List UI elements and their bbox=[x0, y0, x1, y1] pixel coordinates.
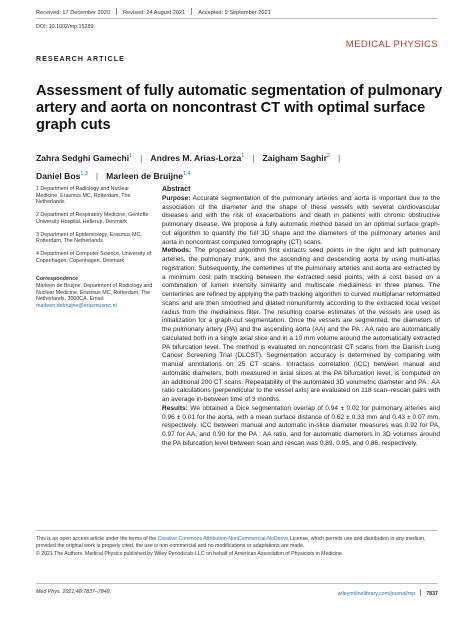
affiliation: 3 Department of Epidemiology, Erasmus MC, Rotterdam, The Netherlands bbox=[36, 231, 142, 245]
license-notice: This is an open access article under the terms of the Creative Commons Attribution-NonCommercial-NoDerivs License, which permits use and distribution in any medium, provided the original work is properly cited, the use is non-commercial and no modifications or adaptations are made. © 2021 The Authors. Medical Physics published by Wiley Periodicals LLC on behalf of American Association of Physicists in Medicine bbox=[36, 536, 440, 558]
revised-date: Revised: 24 August 2021 bbox=[123, 10, 186, 16]
journal-reference: Med Phys. 2021;48:7837–7849. bbox=[36, 589, 112, 595]
page-footer-right bbox=[338, 589, 438, 597]
affiliations-column bbox=[36, 186, 153, 316]
article-title: Assessment of fully automatic segmentation of pulmonary artery and aorta on noncontrast CT with optimal surface graph cuts bbox=[36, 83, 443, 133]
author-name[interactable]: Marleen de Bruijne$^{1,4}$ bbox=[106, 170, 191, 181]
affiliation: 1 Department of Radiology and Nuclear Medicine, Erasmus MC, Rotterdam, The Netherlands bbox=[36, 186, 131, 206]
journal-name: MEDICAL PHYSICS bbox=[345, 39, 438, 50]
affiliation: 2 Department of Respiratory Medicine, Gentofte University Hospital, Hellerup, Denmark bbox=[36, 212, 149, 225]
section-label: RESEARCH ARTICLE bbox=[36, 56, 125, 63]
article-dates bbox=[36, 8, 271, 16]
author-name[interactable]: Daniel Bos$^{1,3}$ bbox=[36, 170, 88, 181]
separator bbox=[420, 589, 421, 596]
separator bbox=[191, 8, 192, 15]
abstract-heading: Abstract bbox=[162, 186, 191, 193]
footer-divider bbox=[36, 530, 438, 531]
author-name[interactable]: Zahra Sedghi Gamechi$^1$ bbox=[36, 152, 133, 163]
page-number: 7837 bbox=[426, 591, 438, 597]
received-date: Received: 17 December 2020 bbox=[36, 10, 111, 16]
correspondence: Marleen de Bruijne, Department of Radiology and Nuclear Medicine, Erasmus MC, Rotterdam, The Netherlands, 3000CA. Email: marleen.debruijne@erasmusmc.nl bbox=[36, 283, 153, 310]
license-link[interactable]: Creative Commons Attribution-NonCommercial-NoDerivs bbox=[157, 536, 289, 542]
journal-site-link[interactable]: wileyonlinelibrary.com/journal/mp bbox=[337, 591, 416, 597]
author-name[interactable]: Zaigham Saghir$^2$ bbox=[262, 152, 330, 163]
abstract-methods: Methods: The proposed algorithm first extracts seed points in the right and left pulmonary arteries, the pulmonary trunk, and the ascending and descending aorta by using multi-atlas registration. Subsequently, the centerlines of the pulmonary arteries and aorta are extracted by a minimum cost path tracking between the extracted seed points, with a cost based on a combination of lumen intensity similarity and multiscale medialness in three planes. The centerlines are refined by applying the path tracking algorithm to curved multiplanar reformatted scans and are then smoothed and dilated nonuniformly according to the extracted local vessel radius from the medialness filter. The resulting coarse estimates of the vessels are used as initialization for a graph-cut segmentation. Once the vessels are segmented, the diameters of the pulmonary artery (PA) and the ascending aorta (AA) and the PA : AA ratio are automatically calculated both in a single axial slice and in a 10 mm volume around the automatically extracted PA bifurcation level. The method is evaluated on noncontrast CT scans from the Danish Lung Cancer Screening Trial (DLCST). Segmentation accuracy is determined by comparing with manual annotations on 25 CT scans. Intraclass correlation (ICC) between manual and automatic diameters, both measured in axial slices at the PA bifurcation level, is computed on an additional 200 CT scans. Repeatability of the automated 3D volumetric diameter and PA : AA ratio calculations (perpendicular to the vessel axis) are evaluated on 118 scan–rescan pairs with an average in-between time of 3 months. bbox=[162, 247, 441, 403]
separator bbox=[116, 8, 117, 15]
abstract-results: Results: We obtained a Dice segmentation overlap of 0.94 ± 0.02 for pulmonary arteries and 0.96 ± 0.01 for the aorta, with a mean surface distance of 0.62 ± 0.33 mm and 0.43 ± 0.07 mm, respectively. ICC between manual and automatic in-slice diameter measures was 0.92 for PA, 0.97 for AA, and 0.90 for the PA : AA ratio, and for automatic diameters in 3D volumes around the PA bifurcation level between scan and rescan was 0.89, 0.95, and 0.86, respectively. bbox=[162, 404, 440, 447]
correspondence-heading: Correspondence bbox=[36, 276, 79, 283]
bottom-divider bbox=[36, 583, 438, 584]
author-name[interactable]: Andres M. Arias-Lorza$^1$ bbox=[150, 152, 245, 163]
header-divider bbox=[36, 18, 438, 19]
abstract-purpose: Purpose: Accurate segmentation of the pulmonary arteries and aorta is important due to the association of the diameter and the shape of these vessels with several cardiovascular diseases and with the risk of exacerbations and death in patients with chronic obstructive pulmonary disease. We propose a fully automatic method based on an optimal surface graph-cut algorithm to quantify the full 3D shape and the diameters of the pulmonary arteries and aorta in noncontrast computed tomography (CT) scans. bbox=[162, 194, 440, 246]
accepted-date: Accepted: 9 September 2021 bbox=[198, 10, 271, 16]
author-list: Zahra Sedghi Gamechi$^1$ | Andres M. Arias-Lorza$^1$ | Zaigham Saghir$^2$ | Daniel Bos$^{1,3}$ | Marleen de Bruijne$^{1,4}$ bbox=[36, 152, 341, 181]
copyright: © 2021 The Authors. Medical Physics published by Wiley Periodicals LLC on behalf of American Association of Physicists in Medicine bbox=[36, 550, 342, 557]
doi[interactable]: DOI: 10.1002/mp.15289 bbox=[36, 24, 94, 30]
email-link[interactable]: marleen.debruijne@erasmusmc.nl bbox=[36, 303, 117, 310]
abstract bbox=[162, 186, 440, 449]
affiliation: 4 Department of Computer Science, University of Copenhagen, Copenhagen, Denmark bbox=[36, 250, 152, 264]
